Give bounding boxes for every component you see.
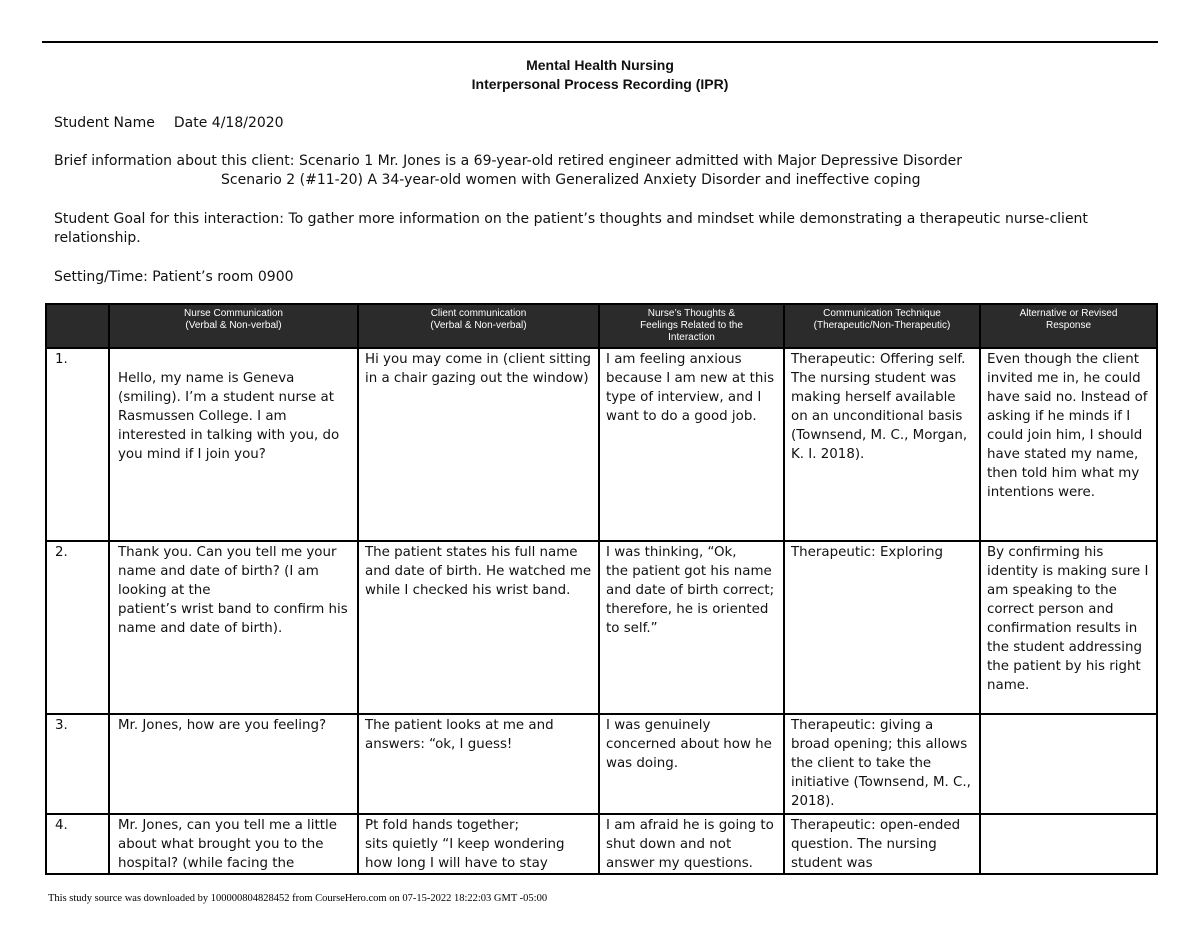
nurse-thoughts-cell: I was genuinely concerned about how he was doing.: [599, 714, 784, 814]
client-info-line1: Brief information about this client: Scenario 1 Mr. Jones is a 69-year-old retired engineer admitted with Major Depressive Disorder: [54, 153, 962, 169]
nurse-communication-cell: Mr. Jones, how are you feeling?: [109, 714, 358, 814]
table-row: [46, 348, 1157, 541]
header-cell-nurse-communication: Nurse Communication (Verbal & Non-verbal): [109, 304, 358, 348]
header-cell-alternative: Alternative or Revised Response: [980, 304, 1157, 348]
download-footer: This study source was downloaded by 100000804828452 from CourseHero.com on 07-15-2022 18:22:03 GMT -05:00: [48, 893, 548, 904]
row-number: 4.: [46, 814, 109, 874]
client-communication-cell: Pt fold hands together; sits quietly “I keep wondering how long I will have to stay: [358, 814, 599, 874]
nurse-thoughts-cell: I am afraid he is going to shut down and not answer my questions.: [599, 814, 784, 874]
row-number: 1.: [46, 348, 109, 541]
header-cell-client-communication: Client communication (Verbal & Non-verbal): [358, 304, 599, 348]
title-line: Mental Health Nursing: [526, 57, 674, 73]
nurse-communication-cell: Thank you. Can you tell me your name and date of birth? (I am looking at the patient’s wrist band to confirm his name and date of birth).: [109, 541, 358, 714]
student-goal: Student Goal for this interaction: To gather more information on the patient’s thoughts and mindset while demonstrating a therapeutic nurse-client relationship.: [54, 211, 1088, 246]
student-name-label: Student Name: [54, 115, 155, 131]
nurse-communication-cell: Mr. Jones, can you tell me a little about what brought you to the hospital? (while facing the: [109, 814, 358, 874]
alternative-cell: By confirming his identity is making sure I am speaking to the correct person and confirmation results in the student addressing the patient by his right name.: [980, 541, 1157, 714]
row-number: 3.: [46, 714, 109, 814]
header-cell-technique: Communication Technique (Therapeutic/Non-Therapeutic): [784, 304, 980, 348]
client-info-line2: Scenario 2 (#11-20) A 34-year-old women with Generalized Anxiety Disorder and ineffective coping: [221, 172, 921, 188]
alternative-cell: [980, 814, 1157, 874]
technique-cell: Therapeutic: Offering self. The nursing student was making herself available on an unconditional basis (Townsend, M. C., Morgan, K. I. 2018).: [784, 348, 980, 541]
nurse-thoughts-cell: I am feeling anxious because I am new at this type of interview, and I want to do a good job.: [599, 348, 784, 541]
client-info: [54, 152, 962, 190]
top-rule: [42, 41, 1158, 43]
nurse-communication-text: Hello, my name is Geneva (smiling). I’m a student nurse at Rasmussen College. I am interested in talking with you, do you mind if I join you?: [118, 371, 340, 462]
student-line: [54, 114, 284, 133]
document-title: [0, 56, 1200, 94]
client-communication-cell: The patient states his full name and date of birth. He watched me while I checked his wrist band.: [358, 541, 599, 714]
ipr-table: [45, 303, 1158, 875]
technique-cell: Therapeutic: giving a broad opening; this allows the client to take the initiative (Townsend, M. C., 2018).: [784, 714, 980, 814]
client-communication-cell: The patient looks at me and answers: “ok, I guess!: [358, 714, 599, 814]
nurse-communication-cell: [109, 348, 358, 541]
alternative-cell: Even though the client invited me in, he could have said no. Instead of asking if he minds if I could join him, I should have stated my name, then told him what my intentions were.: [980, 348, 1157, 541]
setting-time: Setting/Time: Patient’s room 0900: [54, 269, 294, 285]
table-header-row: [46, 304, 1157, 348]
date-label: Date 4/18/2020: [173, 115, 284, 131]
table-row: [46, 541, 1157, 714]
technique-cell: Therapeutic: open-ended question. The nursing student was: [784, 814, 980, 874]
table-row: [46, 814, 1157, 874]
technique-cell: Therapeutic: Exploring: [784, 541, 980, 714]
subtitle-line: Interpersonal Process Recording (IPR): [471, 76, 729, 92]
table-row: [46, 714, 1157, 814]
nurse-thoughts-cell: I was thinking, “Ok, the patient got his name and date of birth correct; therefore, he is oriented to self.”: [599, 541, 784, 714]
client-communication-cell: Hi you may come in (client sitting in a chair gazing out the window): [358, 348, 599, 541]
header-cell-number: [46, 304, 109, 348]
header-cell-nurse-thoughts: Nurse’s Thoughts & Feelings Related to the Interaction: [599, 304, 784, 348]
alternative-cell: [980, 714, 1157, 814]
row-number: 2.: [46, 541, 109, 714]
